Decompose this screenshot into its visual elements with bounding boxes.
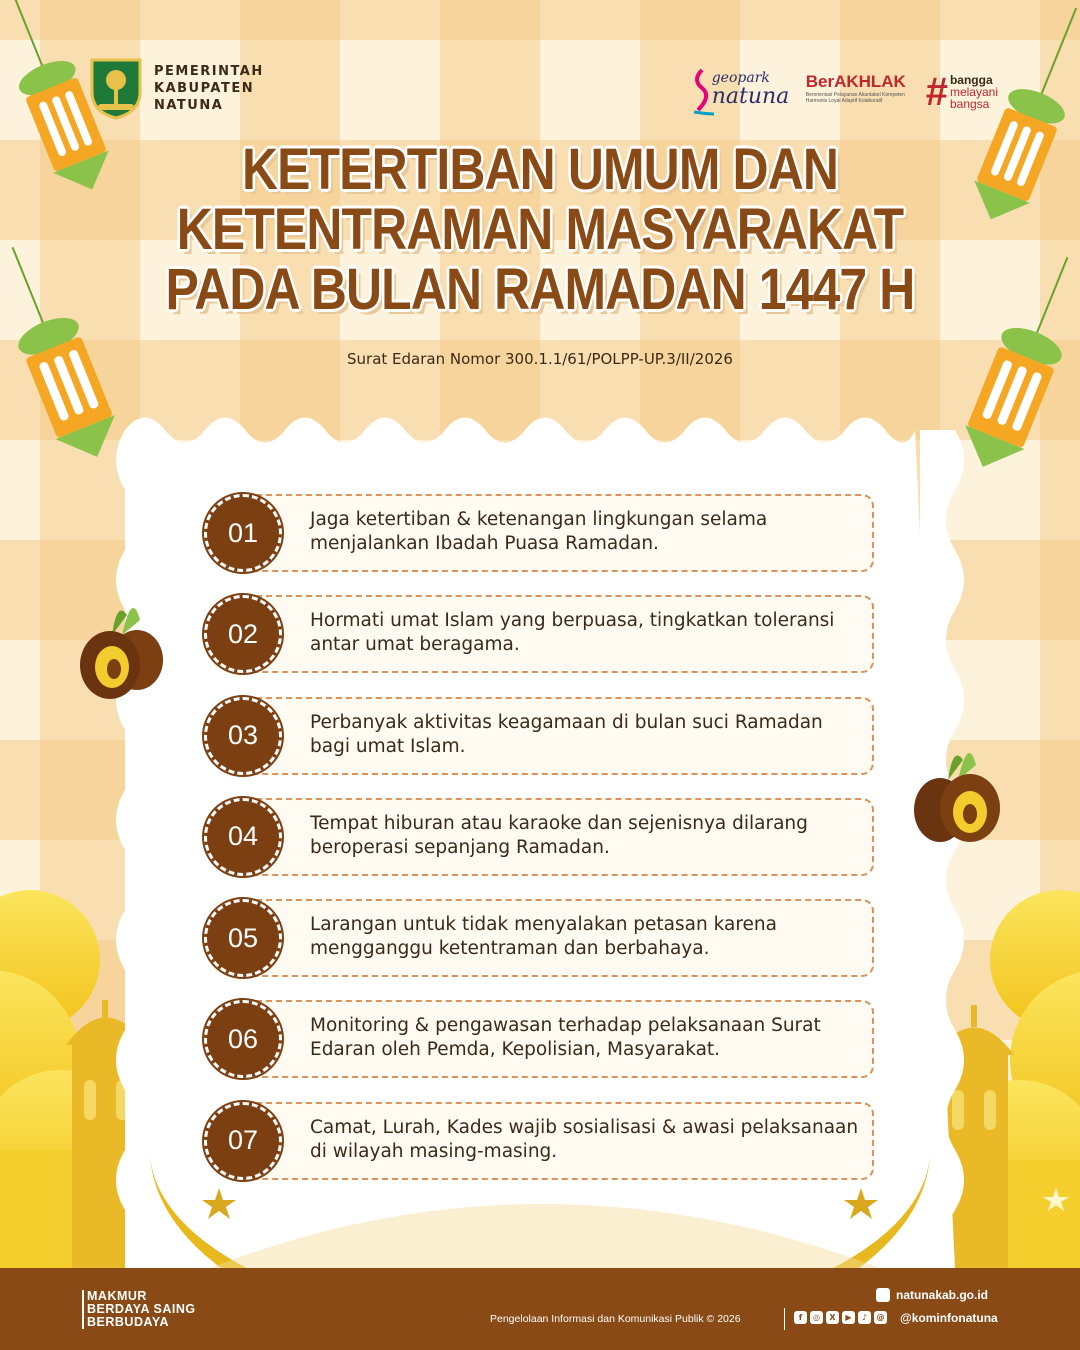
footer — [0, 1268, 1080, 1350]
page-title — [76, 137, 1005, 322]
gov-line-3: NATUNA — [154, 97, 224, 113]
website-row — [876, 1288, 988, 1302]
gov-line-1: PEMERINTAH — [154, 63, 264, 79]
gov-line-2: KABUPATEN — [154, 80, 255, 96]
berakhlak-name: BerAKHLAK — [805, 72, 906, 91]
item-number-badge: 02 — [204, 595, 282, 673]
natuna-emblem-icon — [88, 56, 144, 120]
title-line-3: PADA BULAN RAMADAN 1447 H — [165, 257, 915, 322]
item-text: Tempat hiburan atau karaoke dan sejenisnya dilarang beroperasi sepanjang Ramadan. — [310, 812, 808, 858]
hashtag-icon: # — [925, 70, 948, 114]
government-name — [154, 63, 264, 114]
item-number-badge: 05 — [204, 899, 282, 977]
item-number-badge: 03 — [204, 697, 282, 775]
tiktok-icon[interactable]: ♪ — [858, 1311, 871, 1324]
item-text: Larangan untuk tidak menyalakan petasan karena mengganggu ketentraman dan berbahaya. — [310, 914, 777, 960]
item-text: Perbanyak aktivitas keagamaan di bulan suci Ramadan bagi umat Islam. — [310, 711, 823, 757]
list-item — [204, 595, 876, 673]
item-text: Jaga ketertiban & ketenangan lingkungan selama menjalankan Ibadah Puasa Ramadan. — [310, 509, 768, 554]
threads-icon[interactable]: @ — [874, 1311, 887, 1324]
tagline-line-3: BERBUDAYA — [87, 1315, 170, 1329]
list-item — [204, 494, 876, 572]
list-item — [204, 1000, 876, 1078]
list-item — [204, 798, 876, 876]
instagram-icon[interactable]: ◎ — [810, 1311, 823, 1324]
geopark-line2: natuna — [711, 84, 790, 109]
bangga-melayani-bangsa-logo — [926, 72, 998, 112]
government-header — [88, 56, 264, 120]
berakhlak-subtext: Berorientasi Pelayanan Akuntabel Kompeten Harmonis Loyal Adaptif Kolaboratif — [805, 92, 905, 104]
youtube-icon[interactable]: ▶ — [842, 1311, 855, 1324]
geopark-natuna-logo — [690, 66, 790, 118]
bangga-word-1: bangga — [949, 73, 993, 87]
rules-list — [204, 494, 876, 1203]
geopark-line1: geopark — [711, 70, 770, 86]
title-line-2: KETENTRAMAN MASYARAKAT — [176, 197, 904, 262]
website-link[interactable]: natunakab.go.id — [896, 1288, 989, 1302]
list-item — [204, 697, 876, 775]
title-line-1: KETERTIBAN UMUM DAN — [241, 137, 839, 202]
item-number-badge: 01 — [204, 494, 282, 572]
social-icons — [794, 1311, 887, 1324]
partner-logos — [690, 66, 998, 118]
item-number-badge: 07 — [204, 1102, 282, 1180]
tagline-line-2: BERDAYA SAING — [87, 1302, 196, 1316]
globe-icon — [876, 1288, 890, 1302]
footer-tagline — [82, 1290, 196, 1329]
bangga-word-2: melayani — [949, 85, 998, 99]
bangga-word-3: bangsa — [949, 97, 990, 111]
circular-reference: Surat Edaran Nomor 300.1.1/61/POLPP-UP.3/II/2026 — [347, 350, 733, 368]
list-item — [204, 1102, 876, 1180]
tagline-line-1: MAKMUR — [87, 1289, 147, 1303]
berakhlak-logo — [806, 72, 910, 112]
footer-credit: Pengelolaan Informasi dan Komunikasi Publik © 2026 — [490, 1313, 741, 1325]
item-number-badge: 04 — [204, 798, 282, 876]
item-text: Monitoring & pengawasan terhadap pelaksanaan Surat Edaran oleh Pemda, Kepolisian, Masyarakat. — [310, 1015, 821, 1061]
social-handle[interactable]: @kominfonatuna — [900, 1311, 998, 1325]
item-text: Camat, Lurah, Kades wajib sosialisasi & awasi pelaksanaan di wilayah masing-masing. — [310, 1116, 859, 1162]
item-text: Hormati umat Islam yang berpuasa, tingkatkan toleransi antar umat beragama. — [310, 610, 835, 656]
item-number-badge: 06 — [204, 1000, 282, 1078]
footer-divider — [784, 1308, 785, 1330]
list-item — [204, 899, 876, 977]
facebook-icon[interactable]: f — [794, 1311, 807, 1324]
geopark-swirl-icon — [690, 66, 714, 118]
x-twitter-icon[interactable]: X — [826, 1311, 839, 1324]
